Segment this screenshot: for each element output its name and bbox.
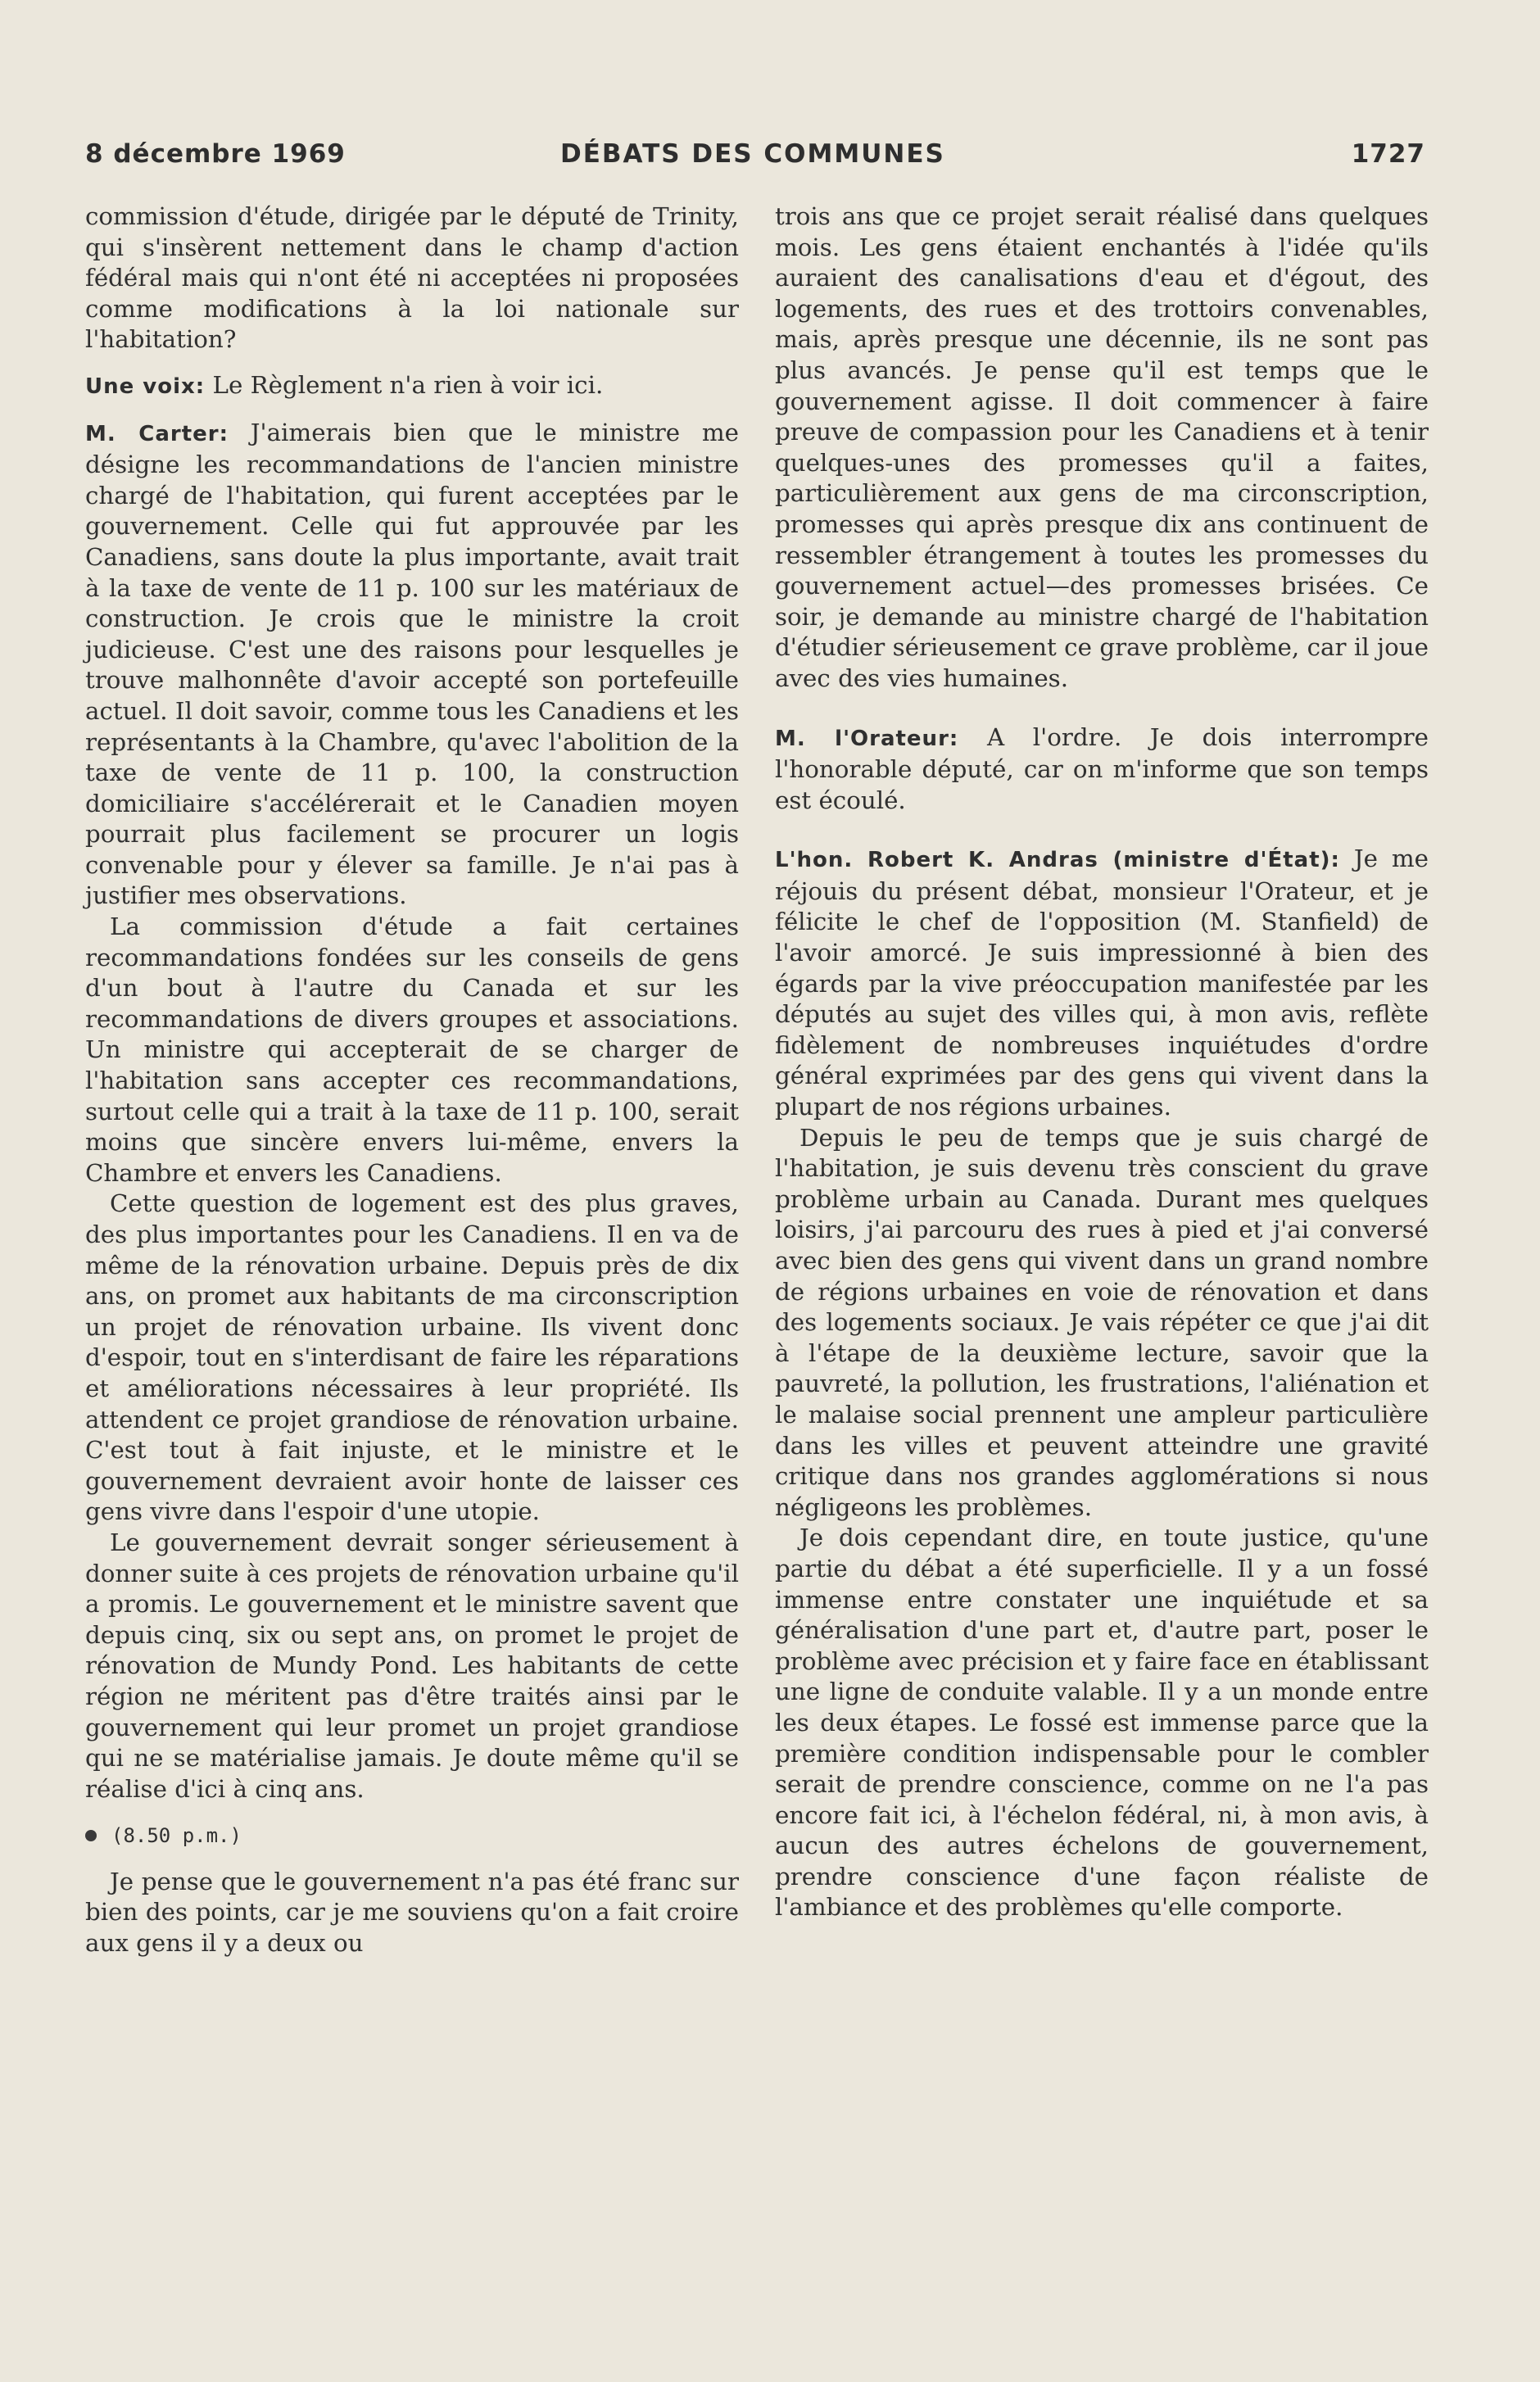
header-date: 8 décembre 1969 <box>85 139 346 169</box>
speaker-name: M. Carter: <box>85 421 229 446</box>
paragraph: Je dois cependant dire, en toute justice, qu'une partie du débat a été superficielle. Il y a un fossé immense entre constater une inquiétude et sa généralisation d'une part et, d'autre part, poser le problème avec précision et y faire face en établissant une ligne de conduite valable. Il y a un monde entre les deux étapes. Le fossé est immense parce que la première condition indispensable pour le combler serait de prendre conscience, comme on ne l'a pas encore fait ici, à l'échelon fédéral, ni, à mon avis, à aucun des autres échelons de gouvernement, prendre conscience d'une façon réaliste de l'ambiance et des problèmes qu'elle comporte. <box>775 1524 1429 1922</box>
paragraph: commission d'étude, dirigée par le député de Trinity, qui s'insèrent nettement dans le champ d'action fédéral mais qui n'ont été ni acceptées ni proposées comme modifications à la loi nationale sur l'habitation? <box>85 202 739 354</box>
speech-text: J'aimerais bien que le ministre me désigne les recommandations de l'ancien ministre chargé de l'habitation, qui furent acceptées par le gouvernement. Celle qui fut approuvée par les Canadiens, sans doute la plus importante, avait trait à la taxe de vente de 11 p. 100 sur les matériaux de construction. Je crois que le ministre la croit judicieuse. C'est une des raisons pour lesquelles je trouve malhonnête d'avoir accepté son portefeuille actuel. Il doit savoir, comme tous les Canadiens et les représentants à la Chambre, qu'avec l'abolition de la taxe de vente de 11 p. 100, la construction domiciliaire s'accélérerait et le Canadien moyen pourrait plus facilement se procurer un logis convenable pour y élever sa famille. Je n'ai pas à justifier mes observations. <box>85 418 739 910</box>
speech-text: Le Règlement n'a rien à voir ici. <box>205 370 604 399</box>
left-column <box>85 202 739 1959</box>
running-head <box>85 139 1425 175</box>
speech <box>85 370 739 403</box>
speech <box>85 418 739 912</box>
speech <box>775 722 1429 817</box>
page-number: 1727 <box>1351 139 1425 169</box>
speech <box>775 844 1429 1122</box>
right-column <box>775 202 1429 1923</box>
paragraph: Cette question de logement est des plus graves, des plus importantes pour les Canadiens. Il en va de même de la rénovation urbaine. Depuis près de dix ans, on promet aux habitants de ma circonscription un projet de rénovation urbaine. Ils vivent donc d'espoir, tout en s'interdisant de faire les réparations et améliorations nécessaires à leur propriété. Ils attendent ce projet grandiose de rénovation urbaine. C'est tout à fait injuste, et le ministre et le gouvernement devraient avoir honte de laisser ces gens vivre dans l'espoir d'une utopie. <box>85 1189 739 1526</box>
speaker-name: L'hon. Robert K. Andras (ministre d'État): <box>775 848 1340 873</box>
paragraph: Je pense que le gouvernement n'a pas été franc sur bien des points, car je me souviens qu'on a fait croire aux gens il y a deux ou <box>85 1867 739 1958</box>
paragraph: Le gouvernement devrait songer sérieusement à donner suite à ces projets de rénovation urbaine qu'il a promis. Le gouvernement et le ministre savent que depuis cinq, six ou sept ans, on promet le projet de rénovation de Mundy Pond. Les habitants de cette région ne méritent pas d'être traités ainsi par le gouvernement qui leur promet un projet grandiose qui ne se matérialise jamais. Je doute même qu'il se réalise d'ici à cinq ans. <box>85 1528 739 1803</box>
paragraph: trois ans que ce projet serait réalisé dans quelques mois. Les gens étaient enchantés à l'idée qu'ils auraient des canalisations d'eau et d'égout, des logements, des rues et des trottoirs convenables, mais, après presque une décennie, ils ne sont pas plus avancés. Je pense qu'il est temps que le gouvernement agisse. Il doit commencer à faire preuve de compassion pour les Canadiens et à tenir quelques-unes des promesses qu'il a faites, particulièrement aux gens de ma circonscription, promesses qui après presque dix ans continuent de ressembler étrangement à toutes les promesses du gouvernement actuel—des promesses brisées. Ce soir, je demande au ministre chargé de l'habitation d'étudier sérieusement ce grave problème, car il joue avec des vies humaines. <box>775 202 1429 692</box>
speech-text: Je me réjouis du présent débat, monsieur l'Orateur, et je félicite le chef de l'opposition (M. Stanfield) de l'avoir amorcé. Je suis impressionné à bien des égards par la vive préoccupation manifestée par les députés au sujet des villes qui, à mon avis, reflète fidèlement de nombreuses inquiétudes d'ordre général exprimées par des gens qui vivent dans la plupart de nos régions urbaines. <box>775 845 1429 1121</box>
timestamp: (8.50 p.m.) <box>111 1824 242 1848</box>
bullet-icon <box>85 1830 97 1841</box>
paragraph: La commission d'étude a fait certaines recommandations fondées sur les conseils de gens d'un bout à l'autre du Canada et sur les recommandations de divers groupes et associations. Un ministre qui accepterait de se charger de l'habitation sans accepter ces recommandations, surtout celle qui a trait à la taxe de 11 p. 100, serait moins que sincère envers lui-même, envers la Chambre et envers les Canadiens. <box>85 912 739 1187</box>
timestamp-line <box>85 1819 739 1852</box>
speech-text: A l'ordre. Je dois interrompre l'honorable député, car on m'informe que son temps est écoulé. <box>775 722 1429 814</box>
paragraph: Depuis le peu de temps que je suis chargé de l'habitation, je suis devenu très conscient du grave problème urbain au Canada. Durant mes quelques loisirs, j'ai parcouru des rues à pied et j'ai conversé avec bien des gens qui vivent dans un grand nombre de régions urbaines en voie de rénovation et dans des logements sociaux. Je vais répéter ce que j'ai dit à l'étape de la deuxième lecture, savoir que la pauvreté, la pollution, les frustrations, l'aliénation et le malaise social prennent une ampleur particulière dans les villes et peuvent atteindre une gravité critique dans nos grandes agglomérations si nous négligeons les problèmes. <box>775 1123 1429 1521</box>
speaker-name: M. l'Orateur: <box>775 726 959 751</box>
header-title: DÉBATS DES COMMUNES <box>560 139 945 169</box>
speaker-name: Une voix: <box>85 374 206 399</box>
